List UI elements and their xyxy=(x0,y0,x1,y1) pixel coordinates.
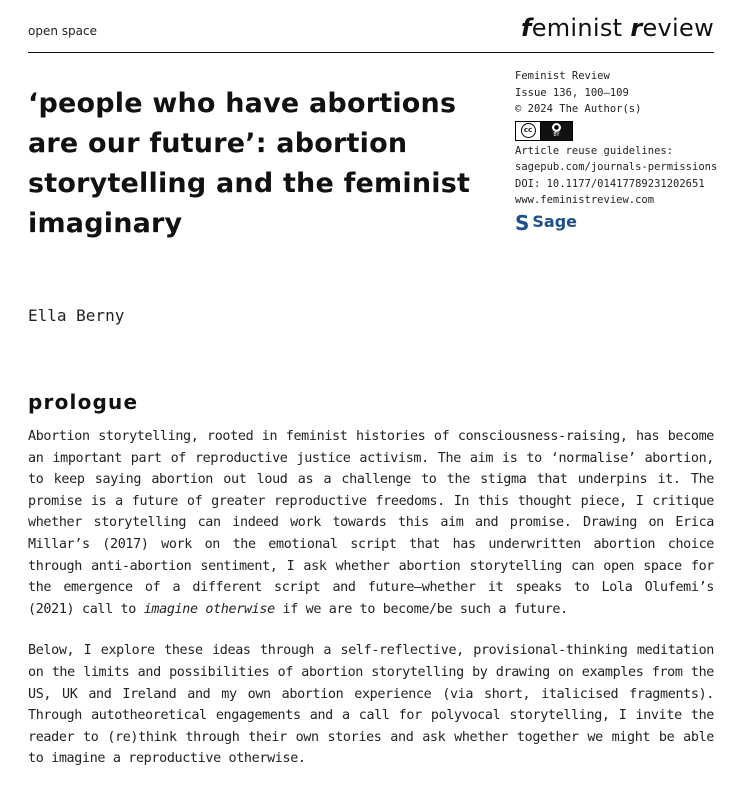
p1-italic: imagine otherwise xyxy=(143,601,275,617)
sage-wordmark: Sage xyxy=(532,212,578,232)
journal-name: Feminist Review xyxy=(515,70,610,82)
sage-logo[interactable] xyxy=(515,210,725,235)
article-meta xyxy=(515,68,725,233)
website-link[interactable]: www.feministreview.com xyxy=(515,194,655,206)
cc-left xyxy=(516,122,541,140)
issue-info: Issue 136, 100–109 xyxy=(515,86,629,99)
header-rule xyxy=(28,52,714,53)
section-label: open space xyxy=(28,24,97,38)
logo-word2: eview xyxy=(642,14,714,42)
section-heading-prologue: prologue xyxy=(28,390,139,414)
by-label: BY xyxy=(553,132,560,138)
paragraph-1 xyxy=(28,426,714,620)
logo-r: r xyxy=(630,14,643,42)
paragraph-2: Below, I explore these ideas through a self-reflective, provisional-thinking meditation on the limits and possibilities of abortion storytelling by drawing on examples from the US, UK and Ireland and my own abortion experience (via short, italicised fragments). Through autotheoretical engagements and a call for polyvocal storytelling, I invite the reader to (re)think through their own stories and ask whether together we might be able to imagine a reproductive otherwise. xyxy=(28,643,714,767)
reuse-label: Article reuse guidelines: xyxy=(515,144,674,157)
person-icon: ● xyxy=(553,124,560,131)
article-body xyxy=(28,426,714,790)
cc-by-icon[interactable] xyxy=(515,121,573,141)
reuse-link[interactable]: sagepub.com/journals-permissions xyxy=(515,161,718,173)
sage-s-icon: S xyxy=(515,210,530,235)
doi[interactable]: DOI: 10.1177/01417789231202651 xyxy=(515,177,705,190)
article-title: ‘people who have abortions are our future’: abortion storytelling and the feminist imaginary xyxy=(28,88,471,239)
logo-word1: eminist xyxy=(531,14,631,42)
journal-logo xyxy=(521,14,714,42)
copyright: © 2024 The Author(s) xyxy=(515,103,642,115)
logo-f: f xyxy=(520,14,532,42)
by-panel xyxy=(541,122,572,140)
p1-end: if we are to become/be such a future. xyxy=(274,601,568,617)
author-name[interactable]: Ella Berny xyxy=(28,306,125,325)
cc-circle-icon: cc xyxy=(521,123,536,138)
p1-main: Abortion storytelling, rooted in feminist histories of consciousness-raising, has become an important part of reproductive justice activism. The aim is to ‘normalise’ abortion, to keep saying abortion out loud as a challenge to the stigma that underpins it. The promise is a future of greater reproductive freedoms. In this thought piece, I critique whether storytelling can indeed work towards this aim and promise. Drawing on Erica Millar’s (2017) work on the emotional script that has underwritten abortion choice through anti-abortion sentiment, I ask whether abortion storytelling can open space for the emergence of a different script and future—whether it speaks to Lola Olufemi’s (2021) call to xyxy=(28,429,714,617)
